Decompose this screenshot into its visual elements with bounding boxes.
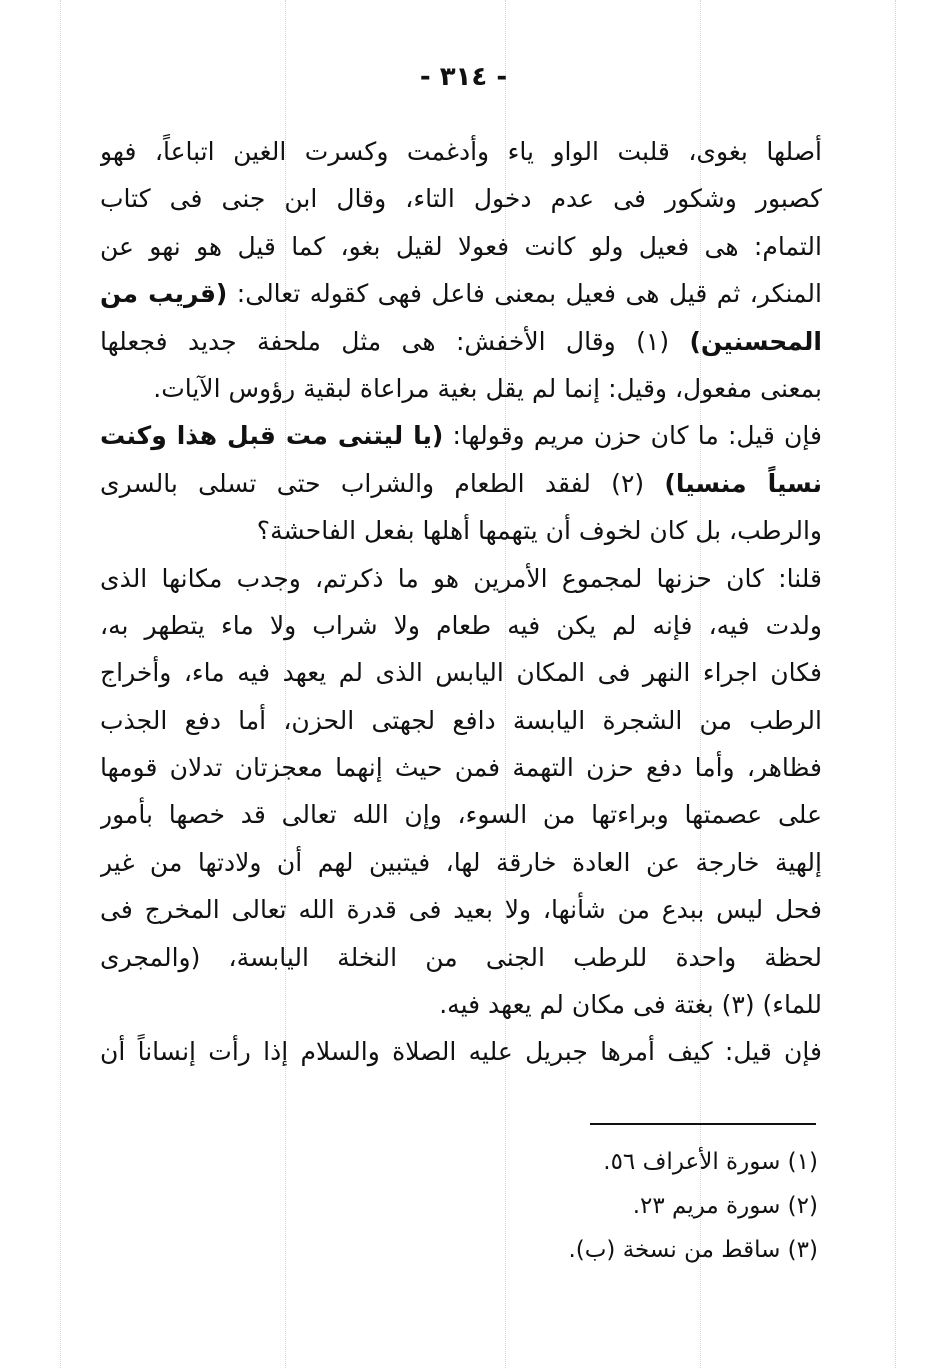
text-line bbox=[100, 649, 822, 696]
line-text: (٢) لفقد الطعام والشراب حتى تسلى بالسرى bbox=[100, 468, 665, 498]
line-text: الرطب من الشجرة اليابسة دافع لجهتى الحزن، أما دفع الجذب bbox=[100, 705, 822, 735]
line-text: لحظة واحدة للرطب الجنى من النخلة اليابسة، (والمجرى bbox=[100, 942, 822, 972]
line-text: والرطب، بل كان لخوف أن يتهمها أهلها بفعل الفاحشة؟ bbox=[256, 516, 822, 546]
line-text: أصلها بغوى، قلبت الواو ياء وأدغمت وكسرت الغين اتباعاً، فهو bbox=[100, 137, 822, 166]
line-text: للماء) (٣) بغتة فى مكان لم يعهد فيه. bbox=[439, 990, 822, 1020]
quran-quote: (قريب من bbox=[100, 279, 228, 309]
footnotes bbox=[400, 1140, 818, 1272]
text-line bbox=[100, 412, 822, 459]
line-text: (١) وقال الأخفش: هى مثل ملحفة جديد فجعلها bbox=[100, 326, 690, 356]
text-line bbox=[100, 934, 822, 981]
text-line bbox=[100, 270, 822, 317]
line-text: فإن قيل: كيف أمرها جبريل عليه الصلاة والسلام إذا رأت إنساناً أن bbox=[100, 1037, 822, 1067]
quran-quote: المحسنين) bbox=[689, 326, 822, 356]
text-line bbox=[100, 791, 822, 838]
text-line bbox=[100, 1028, 822, 1075]
line-text: التمام: هى فعيل ولو كانت فعولا لقيل بغو، كما قيل هو نهو عن bbox=[100, 231, 822, 261]
line-text: قلنا: كان حزنها لمجموع الأمرين هو ما ذكرتم، وجدب مكانها الذى bbox=[100, 563, 822, 593]
line-text: بمعنى مفعول، وقيل: إنما لم يقل بغية مراعاة لبقية رؤوس الآيات. bbox=[153, 373, 822, 403]
footnote: (٣) ساقط من نسخة (ب). bbox=[568, 1237, 818, 1263]
text-line bbox=[100, 744, 822, 791]
line-text: على عصمتها وبراءتها من السوء، وإن الله تعالى قد خصها بأمور bbox=[100, 800, 822, 830]
quran-quote: (يا ليتنى مت قبل هذا وكنت bbox=[100, 421, 444, 451]
quran-quote: نسياً منسيا) bbox=[664, 468, 822, 498]
line-text: كصبور وشكور فى عدم دخول التاء، وقال ابن جنى فى كتاب bbox=[100, 184, 822, 214]
footnote-separator bbox=[590, 1123, 816, 1125]
text-line bbox=[100, 697, 822, 744]
line-text: فإن قيل: ما كان حزن مريم وقولها: bbox=[443, 421, 822, 451]
text-line bbox=[100, 128, 822, 175]
line-text: فكان اجراء النهر فى المكان اليابس الذى لم يعهد فيه ماء، وأخراج bbox=[100, 658, 822, 688]
line-text: المنكر، ثم قيل هى فعيل بمعنى فاعل فهى كقوله تعالى: bbox=[227, 279, 822, 309]
line-text: إلهية خارجة عن العادة خارقة لها، فيتبين لهم أن ولادتها من غير bbox=[100, 847, 822, 877]
text-line bbox=[100, 981, 822, 1028]
text-line bbox=[100, 839, 822, 886]
text-line bbox=[100, 460, 822, 507]
line-text: فظاهر، وأما دفع حزن التهمة فمن حيث إنهما معجزتان تدلان قومها bbox=[100, 753, 822, 783]
main-text bbox=[100, 128, 822, 1076]
text-line bbox=[100, 602, 822, 649]
scan-dot-line bbox=[60, 0, 61, 1368]
text-line bbox=[100, 886, 822, 933]
text-line bbox=[100, 223, 822, 270]
scan-dot-line bbox=[895, 0, 896, 1368]
text-line bbox=[100, 175, 822, 222]
text-line bbox=[100, 555, 822, 602]
text-line bbox=[100, 365, 822, 412]
line-text: ولدت فيه، فإنه لم يكن فيه طعام ولا شراب ولا ماء يتطهر به، bbox=[100, 610, 822, 640]
page-number: - ٣١٤ - bbox=[419, 62, 508, 92]
footnote: (١) سورة الأعراف ٥٦. bbox=[603, 1149, 818, 1175]
text-line bbox=[100, 318, 822, 365]
footnote: (٢) سورة مريم ٢٣. bbox=[632, 1193, 818, 1219]
text-line bbox=[100, 507, 822, 554]
line-text: فحل ليس ببدع من شأنها، ولا بعيد فى قدرة الله تعالى المخرج فى bbox=[100, 895, 822, 925]
